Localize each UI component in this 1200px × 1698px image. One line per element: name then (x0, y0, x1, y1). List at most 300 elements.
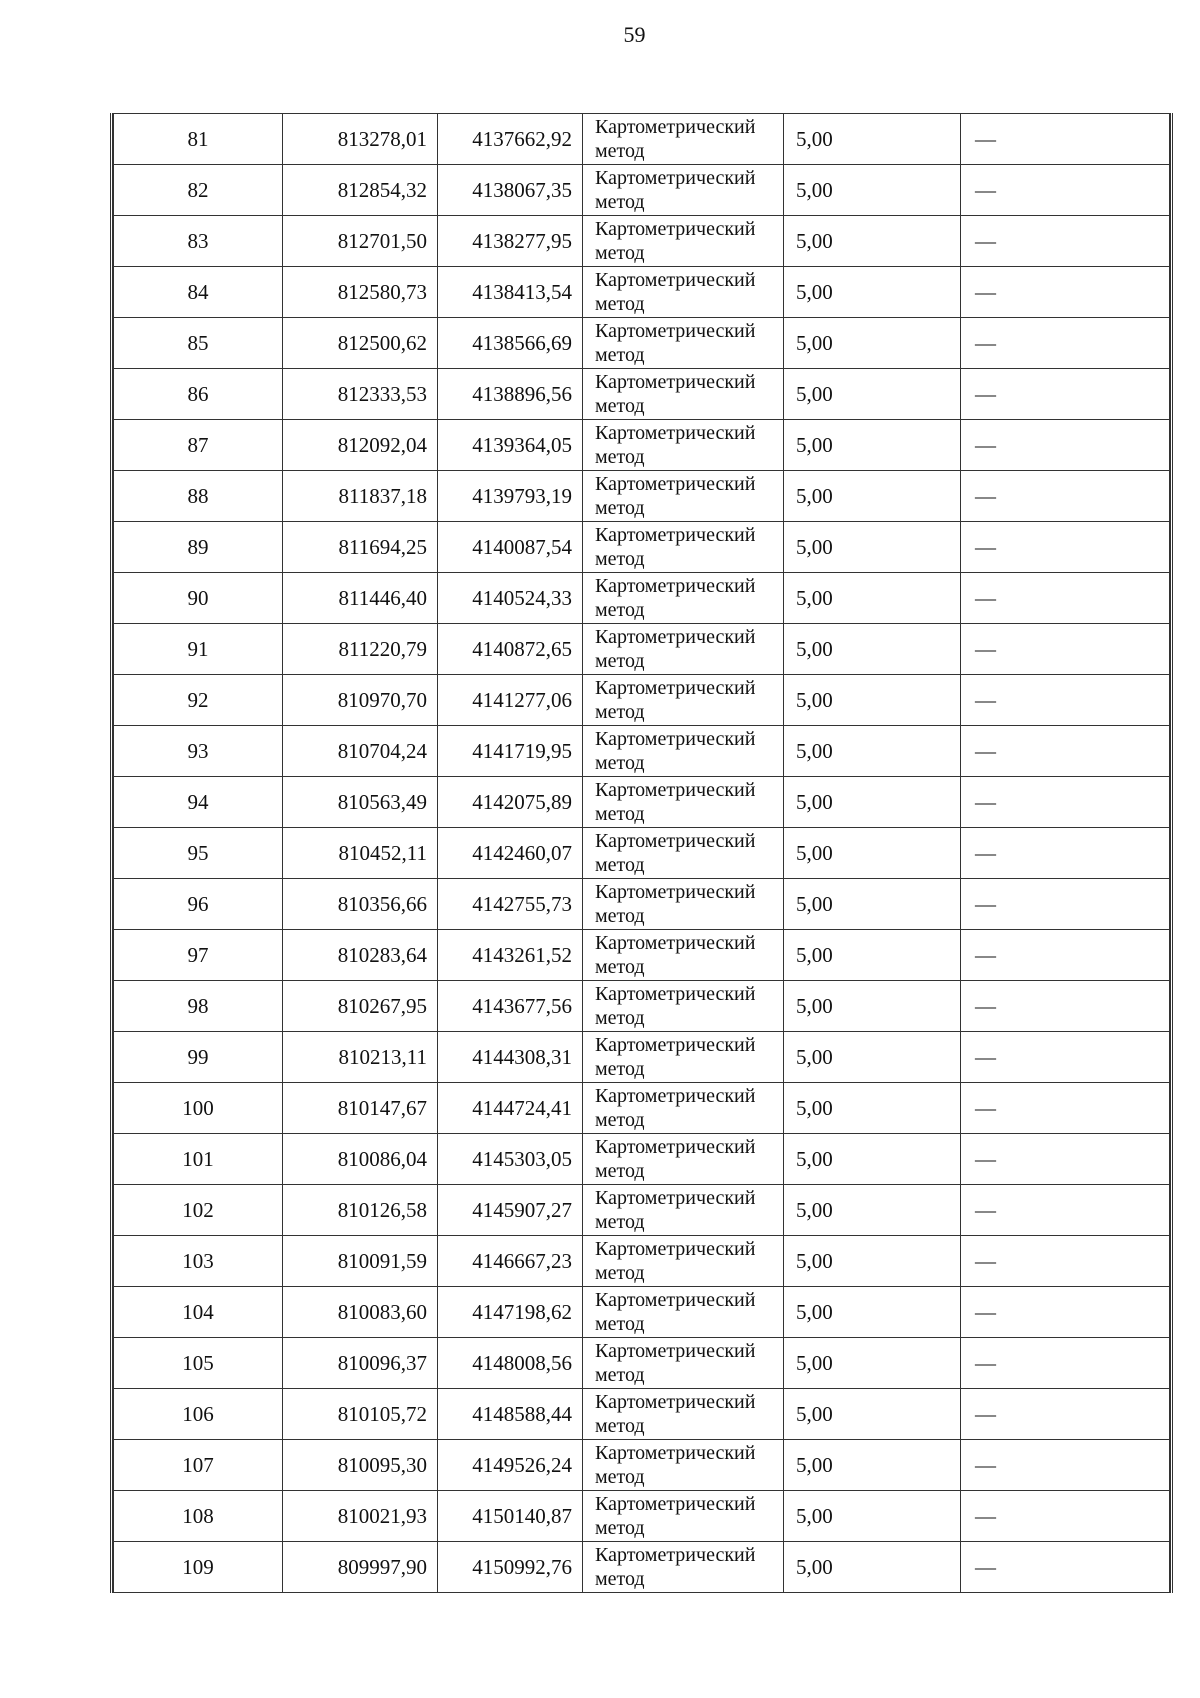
method-text: Картометрический метод (595, 1187, 756, 1233)
point-number-text: 83 (187, 229, 209, 253)
note-cell (961, 981, 1170, 1032)
method-text: Картометрический метод (595, 1034, 756, 1080)
y-coordinate-cell (438, 420, 583, 471)
note-text: — (975, 331, 996, 355)
accuracy-cell (784, 420, 961, 471)
method-text: Картометрический метод (595, 1289, 756, 1335)
method-text: Картометрический метод (595, 1442, 756, 1488)
point-number-cell (114, 471, 283, 522)
accuracy-text: 5,00 (796, 433, 833, 457)
point-number-text: 96 (187, 892, 209, 916)
method-text: Картометрический метод (595, 728, 756, 774)
point-number-cell (114, 981, 283, 1032)
point-number-cell (114, 1236, 283, 1287)
note-text: — (975, 1453, 996, 1477)
note-text: — (975, 586, 996, 610)
y-coordinate-text: 4138067,35 (472, 178, 572, 202)
x-coordinate-text: 812500,62 (337, 331, 427, 355)
point-number-cell (114, 369, 283, 420)
accuracy-cell (784, 1440, 961, 1491)
method-cell (583, 471, 784, 522)
point-number-cell (114, 1440, 283, 1491)
method-text: Картометрический метод (595, 167, 756, 213)
x-coordinate-cell (283, 981, 438, 1032)
accuracy-text: 5,00 (796, 1249, 833, 1273)
accuracy-text: 5,00 (796, 1096, 833, 1120)
y-coordinate-cell (438, 879, 583, 930)
accuracy-cell (784, 1389, 961, 1440)
note-cell (961, 420, 1170, 471)
x-coordinate-text: 810091,59 (337, 1249, 427, 1273)
method-text: Картометрический метод (595, 932, 756, 978)
method-cell (583, 318, 784, 369)
accuracy-text: 5,00 (796, 1402, 833, 1426)
point-number-cell (114, 828, 283, 879)
y-coordinate-cell (438, 114, 583, 165)
accuracy-cell (784, 726, 961, 777)
accuracy-cell (784, 675, 961, 726)
note-cell (961, 1032, 1170, 1083)
note-cell (961, 624, 1170, 675)
accuracy-text: 5,00 (796, 1198, 833, 1222)
point-number-cell (114, 114, 283, 165)
method-cell (583, 879, 784, 930)
point-number-cell (114, 777, 283, 828)
table-row (114, 1134, 1170, 1185)
point-number-cell (114, 1134, 283, 1185)
accuracy-text: 5,00 (796, 535, 833, 559)
note-cell (961, 1491, 1170, 1542)
x-coordinate-text: 810086,04 (337, 1147, 427, 1171)
point-number-text: 107 (182, 1453, 214, 1477)
note-cell (961, 879, 1170, 930)
table-row (114, 522, 1170, 573)
note-text: — (975, 535, 996, 559)
table-row (114, 1287, 1170, 1338)
method-cell (583, 1389, 784, 1440)
x-coordinate-text: 812701,50 (337, 229, 427, 253)
y-coordinate-text: 4138277,95 (472, 229, 572, 253)
note-text: — (975, 1147, 996, 1171)
method-cell (583, 930, 784, 981)
method-cell (583, 267, 784, 318)
page-number: 59 (623, 22, 646, 47)
point-number-text: 97 (187, 943, 209, 967)
method-text: Картометрический метод (595, 1238, 756, 1284)
y-coordinate-text: 4149526,24 (472, 1453, 572, 1477)
accuracy-text: 5,00 (796, 790, 833, 814)
accuracy-cell (784, 1338, 961, 1389)
x-coordinate-cell (283, 1287, 438, 1338)
table-row (114, 1440, 1170, 1491)
note-cell (961, 675, 1170, 726)
method-cell (583, 1491, 784, 1542)
note-cell (961, 1440, 1170, 1491)
point-number-text: 105 (182, 1351, 214, 1375)
note-text: — (975, 1555, 996, 1579)
note-cell (961, 1287, 1170, 1338)
point-number-text: 94 (187, 790, 209, 814)
x-coordinate-text: 810126,58 (337, 1198, 427, 1222)
y-coordinate-text: 4139793,19 (472, 484, 572, 508)
method-cell (583, 573, 784, 624)
y-coordinate-text: 4150992,76 (472, 1555, 572, 1579)
x-coordinate-cell (283, 216, 438, 267)
accuracy-cell (784, 1236, 961, 1287)
y-coordinate-text: 4142755,73 (472, 892, 572, 916)
x-coordinate-text: 811694,25 (338, 535, 427, 559)
note-text: — (975, 484, 996, 508)
x-coordinate-cell (283, 1338, 438, 1389)
point-number-cell (114, 1185, 283, 1236)
point-number-text: 106 (182, 1402, 214, 1426)
accuracy-cell (784, 828, 961, 879)
method-cell (583, 1236, 784, 1287)
method-text: Картометрический метод (595, 218, 756, 264)
accuracy-cell (784, 216, 961, 267)
accuracy-text: 5,00 (796, 1351, 833, 1375)
y-coordinate-text: 4143677,56 (472, 994, 572, 1018)
accuracy-text: 5,00 (796, 229, 833, 253)
x-coordinate-cell (283, 267, 438, 318)
note-cell (961, 777, 1170, 828)
accuracy-cell (784, 1491, 961, 1542)
x-coordinate-text: 810083,60 (337, 1300, 427, 1324)
note-text: — (975, 1300, 996, 1324)
y-coordinate-cell (438, 1338, 583, 1389)
table-row (114, 981, 1170, 1032)
x-coordinate-text: 811837,18 (338, 484, 427, 508)
note-cell (961, 522, 1170, 573)
y-coordinate-text: 4148008,56 (472, 1351, 572, 1375)
point-number-text: 101 (182, 1147, 214, 1171)
x-coordinate-text: 810283,64 (337, 943, 427, 967)
note-text: — (975, 1249, 996, 1273)
coordinates-table-body (114, 114, 1170, 1593)
note-text: — (975, 433, 996, 457)
method-cell (583, 1134, 784, 1185)
method-cell (583, 114, 784, 165)
method-text: Картометрический метод (595, 473, 756, 519)
y-coordinate-text: 4145907,27 (472, 1198, 572, 1222)
x-coordinate-cell (283, 1032, 438, 1083)
note-text: — (975, 892, 996, 916)
note-cell (961, 1185, 1170, 1236)
note-text: — (975, 739, 996, 763)
table-row (114, 1236, 1170, 1287)
y-coordinate-cell (438, 675, 583, 726)
x-coordinate-text: 810213,11 (338, 1045, 427, 1069)
accuracy-text: 5,00 (796, 1453, 833, 1477)
point-number-cell (114, 318, 283, 369)
note-cell (961, 1389, 1170, 1440)
table-row (114, 675, 1170, 726)
accuracy-cell (784, 369, 961, 420)
x-coordinate-text: 810105,72 (337, 1402, 427, 1426)
y-coordinate-text: 4141277,06 (472, 688, 572, 712)
y-coordinate-cell (438, 981, 583, 1032)
accuracy-text: 5,00 (796, 1555, 833, 1579)
x-coordinate-cell (283, 369, 438, 420)
table-row (114, 318, 1170, 369)
note-text: — (975, 637, 996, 661)
note-cell (961, 471, 1170, 522)
x-coordinate-cell (283, 726, 438, 777)
point-number-cell (114, 624, 283, 675)
note-text: — (975, 1402, 996, 1426)
point-number-text: 87 (187, 433, 209, 457)
table-row (114, 216, 1170, 267)
y-coordinate-text: 4137662,92 (472, 127, 572, 151)
x-coordinate-text: 812092,04 (337, 433, 427, 457)
method-text: Картометрический метод (595, 830, 756, 876)
y-coordinate-text: 4140087,54 (472, 535, 572, 559)
y-coordinate-cell (438, 1542, 583, 1593)
accuracy-cell (784, 114, 961, 165)
method-text: Картометрический метод (595, 983, 756, 1029)
point-number-cell (114, 1032, 283, 1083)
y-coordinate-text: 4139364,05 (472, 433, 572, 457)
y-coordinate-text: 4146667,23 (472, 1249, 572, 1273)
y-coordinate-text: 4142075,89 (472, 790, 572, 814)
table-row (114, 267, 1170, 318)
point-number-cell (114, 930, 283, 981)
y-coordinate-cell (438, 165, 583, 216)
x-coordinate-text: 810096,37 (337, 1351, 427, 1375)
method-cell (583, 216, 784, 267)
x-coordinate-cell (283, 165, 438, 216)
accuracy-text: 5,00 (796, 1504, 833, 1528)
note-text: — (975, 229, 996, 253)
table-row (114, 1338, 1170, 1389)
note-cell (961, 1236, 1170, 1287)
accuracy-cell (784, 573, 961, 624)
x-coordinate-text: 809997,90 (337, 1555, 427, 1579)
table-row (114, 471, 1170, 522)
y-coordinate-cell (438, 471, 583, 522)
point-number-text: 81 (187, 127, 209, 151)
y-coordinate-cell (438, 726, 583, 777)
note-text: — (975, 1198, 996, 1222)
point-number-cell (114, 522, 283, 573)
note-text: — (975, 1045, 996, 1069)
note-cell (961, 930, 1170, 981)
point-number-text: 84 (187, 280, 209, 304)
accuracy-cell (784, 471, 961, 522)
table-row (114, 369, 1170, 420)
x-coordinate-cell (283, 930, 438, 981)
note-cell (961, 828, 1170, 879)
accuracy-text: 5,00 (796, 331, 833, 355)
point-number-text: 108 (182, 1504, 214, 1528)
method-cell (583, 828, 784, 879)
accuracy-text: 5,00 (796, 586, 833, 610)
x-coordinate-text: 810970,70 (337, 688, 427, 712)
method-cell (583, 369, 784, 420)
x-coordinate-text: 810021,93 (337, 1504, 427, 1528)
note-cell (961, 267, 1170, 318)
y-coordinate-cell (438, 369, 583, 420)
note-text: — (975, 1351, 996, 1375)
note-cell (961, 114, 1170, 165)
y-coordinate-text: 4140872,65 (472, 637, 572, 661)
point-number-text: 104 (182, 1300, 214, 1324)
x-coordinate-text: 813278,01 (337, 127, 427, 151)
y-coordinate-cell (438, 1134, 583, 1185)
point-number-text: 98 (187, 994, 209, 1018)
x-coordinate-cell (283, 1440, 438, 1491)
note-cell (961, 1338, 1170, 1389)
method-text: Картометрический метод (595, 677, 756, 723)
coordinates-table (113, 113, 1170, 1593)
accuracy-cell (784, 1185, 961, 1236)
y-coordinate-cell (438, 1440, 583, 1491)
note-text: — (975, 280, 996, 304)
point-number-text: 85 (187, 331, 209, 355)
x-coordinate-text: 810452,11 (338, 841, 427, 865)
accuracy-cell (784, 777, 961, 828)
accuracy-text: 5,00 (796, 841, 833, 865)
point-number-cell (114, 1338, 283, 1389)
method-cell (583, 675, 784, 726)
accuracy-cell (784, 1134, 961, 1185)
point-number-cell (114, 1287, 283, 1338)
y-coordinate-text: 4138413,54 (472, 280, 572, 304)
point-number-text: 109 (182, 1555, 214, 1579)
y-coordinate-cell (438, 216, 583, 267)
y-coordinate-text: 4150140,87 (472, 1504, 572, 1528)
y-coordinate-cell (438, 1083, 583, 1134)
note-text: — (975, 994, 996, 1018)
note-cell (961, 1542, 1170, 1593)
method-text: Картометрический метод (595, 422, 756, 468)
accuracy-text: 5,00 (796, 1300, 833, 1324)
x-coordinate-cell (283, 573, 438, 624)
x-coordinate-text: 810147,67 (337, 1096, 427, 1120)
point-number-cell (114, 573, 283, 624)
method-cell (583, 624, 784, 675)
point-number-text: 92 (187, 688, 209, 712)
y-coordinate-cell (438, 624, 583, 675)
table-row (114, 573, 1170, 624)
point-number-text: 89 (187, 535, 209, 559)
accuracy-cell (784, 930, 961, 981)
note-cell (961, 1134, 1170, 1185)
y-coordinate-text: 4142460,07 (472, 841, 572, 865)
table-row (114, 420, 1170, 471)
method-text: Картометрический метод (595, 320, 756, 366)
accuracy-text: 5,00 (796, 739, 833, 763)
x-coordinate-cell (283, 675, 438, 726)
method-text: Картометрический метод (595, 524, 756, 570)
note-text: — (975, 1504, 996, 1528)
method-text: Картометрический метод (595, 269, 756, 315)
y-coordinate-text: 4138896,56 (472, 382, 572, 406)
method-cell (583, 777, 784, 828)
accuracy-cell (784, 624, 961, 675)
method-text: Картометрический метод (595, 881, 756, 927)
accuracy-cell (784, 1032, 961, 1083)
note-text: — (975, 841, 996, 865)
point-number-cell (114, 165, 283, 216)
accuracy-text: 5,00 (796, 637, 833, 661)
point-number-text: 99 (187, 1045, 209, 1069)
point-number-text: 100 (182, 1096, 214, 1120)
method-text: Картометрический метод (595, 1544, 756, 1590)
method-text: Картометрический метод (595, 1340, 756, 1386)
method-cell (583, 1185, 784, 1236)
table-row (114, 828, 1170, 879)
x-coordinate-cell (283, 1185, 438, 1236)
accuracy-cell (784, 1287, 961, 1338)
x-coordinate-cell (283, 114, 438, 165)
x-coordinate-cell (283, 1389, 438, 1440)
method-text: Картометрический метод (595, 575, 756, 621)
table-row (114, 1185, 1170, 1236)
note-cell (961, 318, 1170, 369)
point-number-text: 86 (187, 382, 209, 406)
table-row (114, 1542, 1170, 1593)
x-coordinate-cell (283, 420, 438, 471)
y-coordinate-text: 4141719,95 (472, 739, 572, 763)
note-cell (961, 216, 1170, 267)
accuracy-text: 5,00 (796, 943, 833, 967)
table-row (114, 1032, 1170, 1083)
method-text: Картометрический метод (595, 1085, 756, 1131)
x-coordinate-cell (283, 624, 438, 675)
y-coordinate-cell (438, 267, 583, 318)
x-coordinate-text: 810704,24 (337, 739, 427, 763)
note-cell (961, 369, 1170, 420)
accuracy-text: 5,00 (796, 688, 833, 712)
note-cell (961, 165, 1170, 216)
y-coordinate-text: 4144724,41 (472, 1096, 572, 1120)
x-coordinate-text: 810356,66 (337, 892, 427, 916)
x-coordinate-text: 812333,53 (337, 382, 427, 406)
y-coordinate-cell (438, 522, 583, 573)
y-coordinate-text: 4138566,69 (472, 331, 572, 355)
table-row (114, 930, 1170, 981)
method-cell (583, 1287, 784, 1338)
point-number-cell (114, 1389, 283, 1440)
note-text: — (975, 688, 996, 712)
note-cell (961, 573, 1170, 624)
y-coordinate-cell (438, 828, 583, 879)
y-coordinate-cell (438, 318, 583, 369)
x-coordinate-text: 811220,79 (338, 637, 427, 661)
method-text: Картометрический метод (595, 1391, 756, 1437)
method-cell (583, 726, 784, 777)
method-text: Картометрический метод (595, 1136, 756, 1182)
accuracy-text: 5,00 (796, 178, 833, 202)
method-cell (583, 165, 784, 216)
table-row (114, 777, 1170, 828)
accuracy-text: 5,00 (796, 280, 833, 304)
x-coordinate-cell (283, 777, 438, 828)
note-cell (961, 726, 1170, 777)
method-text: Картометрический метод (595, 626, 756, 672)
y-coordinate-cell (438, 930, 583, 981)
accuracy-cell (784, 267, 961, 318)
accuracy-text: 5,00 (796, 892, 833, 916)
note-text: — (975, 790, 996, 814)
x-coordinate-cell (283, 1083, 438, 1134)
point-number-text: 82 (187, 178, 209, 202)
table-row (114, 879, 1170, 930)
method-cell (583, 1440, 784, 1491)
point-number-text: 91 (187, 637, 209, 661)
x-coordinate-text: 810563,49 (337, 790, 427, 814)
